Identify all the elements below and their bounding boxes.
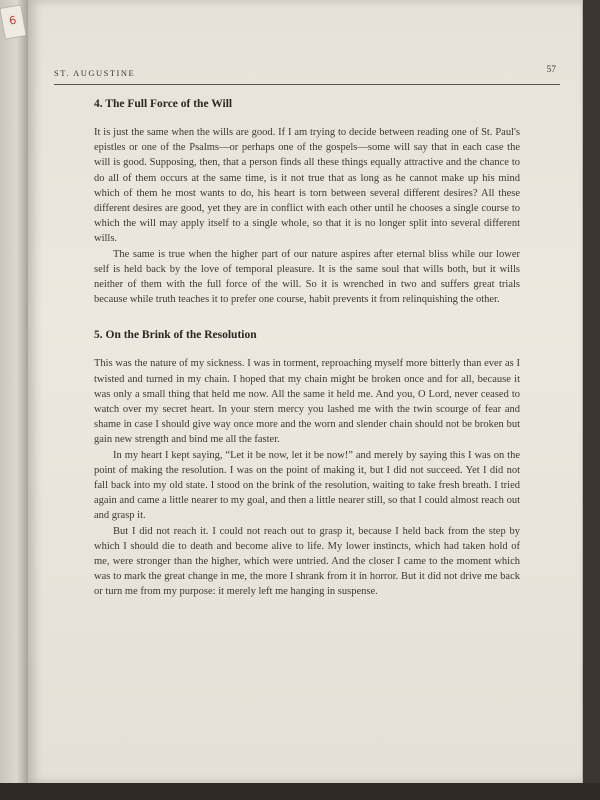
- running-head: [54, 65, 560, 85]
- paragraph: It is just the same when the wills are good. If I am trying to decide between reading one of St. Paul's epistles or one of the Psalms—or perhaps one of the gospels—some will say that in each case the will is good. Supposing, then, that a person finds all these things equally attractive and the chance to do all of them occurs at the same time, is it not true that as long as he cannot make up his mind which of them he most wants to do, his heart is torn between several different desires? All these different desires are good, yet they are in conflict with each other until he chooses a single course to which the will may apply itself to a single whole, so that it is no longer split into several different wills.: [94, 127, 520, 245]
- sticky-tab-marker: 6: [0, 4, 27, 39]
- page-content: [94, 98, 520, 600]
- adjacent-page-edge: [0, 0, 30, 800]
- paragraph: In my heart I kept saying, “Let it be now, let it be now!” and merely by saying this I was on the point of making the resolution. I was on the point of making it, but I did not succeed. Yet I did not fall back into my old state. I stood on the brink of the resolution, waiting to take fresh breath. I tried again and came a little nearer to my goal, and then a little nearer still, so that I could almost reach out and grasp it.: [94, 449, 520, 522]
- page-number: 57: [546, 65, 556, 75]
- paragraph: This was the nature of my sickness. I was in torment, reproaching myself more bitterly than ever as I twisted and turned in my chain. I hoped that my chain might be broken once and for all, because it was only a small thing that held me now. All the same it held me. And you, O Lord, never ceased to watch over my secret heart. In your stern mercy you lashed me with the twin scourge of fear and shame in case I should give way once more and the worn and slender chain should not be broken but gain new strength and bind me all the faster.: [94, 358, 520, 446]
- table-surface: [0, 783, 600, 800]
- section-heading: 4. The Full Force of the Will: [94, 98, 233, 110]
- paragraph: The same is true when the higher part of our nature aspires after eternal bliss while our lower self is held back by the love of temporal pleasure. It is the same soul that wills both, but it wills neither of them with the full force of the will. So it is wrenched in two and suffers great trials because while truth teaches it to prefer one course, habit prevents it from relinquishing the other.: [94, 248, 520, 306]
- paragraph: But I did not reach it. I could not reach out to grasp it, because I held back from the step by which I should die to death and become alive to life. My lower instincts, which had taken hold of me, were stronger than the higher, which were untried. And the closer I came to the moment which was to mark the great change in me, the more I shrank from it in horror. But it did not drive me back or turn me from my purpose: it merely left me hanging in suspense.: [94, 525, 520, 598]
- running-title: ST. AUGUSTINE: [54, 68, 136, 78]
- section-heading: 5. On the Brink of the Resolution: [94, 329, 257, 342]
- book-page: [28, 0, 583, 784]
